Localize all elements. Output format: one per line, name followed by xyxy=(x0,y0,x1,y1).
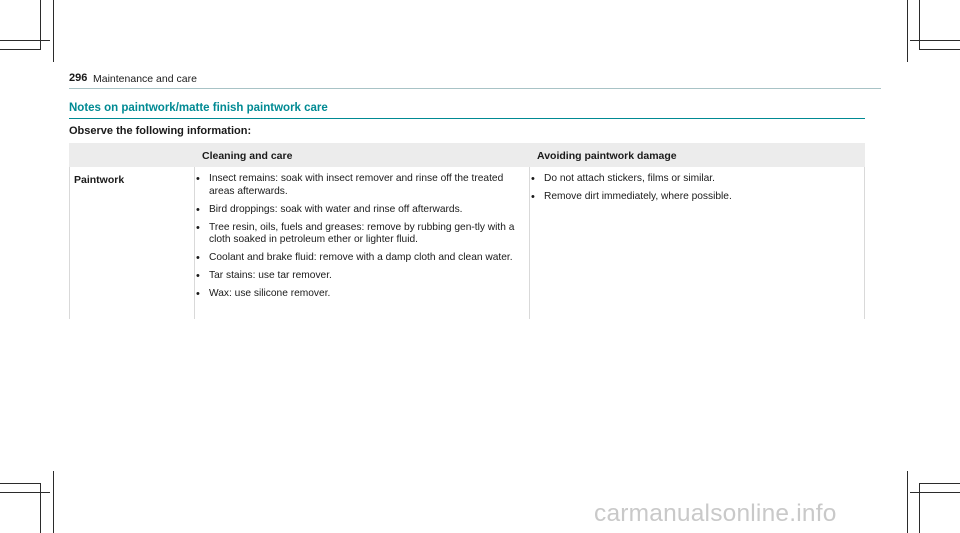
list-item: • Coolant and brake fluid: remove with a damp cloth and clean water. xyxy=(194,252,529,265)
avoid-damage-list xyxy=(529,173,859,209)
column-divider xyxy=(864,167,865,319)
title-divider xyxy=(69,118,865,119)
crop-mark xyxy=(907,471,908,533)
section-name: Maintenance and care xyxy=(93,73,197,85)
crop-mark xyxy=(53,0,54,62)
page-number: 296 xyxy=(69,72,88,84)
crop-mark xyxy=(910,40,960,41)
crop-mark xyxy=(919,49,960,50)
watermark: carmanualsonline.info xyxy=(594,500,837,527)
crop-mark xyxy=(919,483,960,484)
row-label-paintwork: Paintwork xyxy=(74,174,125,186)
crop-mark xyxy=(907,0,908,62)
list-item: • Bird droppings: soak with water and rinse off afterwards. xyxy=(194,204,529,217)
crop-mark xyxy=(0,49,40,50)
crop-mark xyxy=(53,471,54,533)
column-divider xyxy=(69,167,70,319)
crop-mark xyxy=(40,0,41,50)
crop-mark xyxy=(0,483,40,484)
list-item: • Do not attach stickers, films or similar. xyxy=(529,173,859,186)
column-header-cleaning: Cleaning and care xyxy=(202,150,293,162)
list-item: • Insect remains: soak with insect remover and rinse off the treated areas afterwards. xyxy=(194,173,529,198)
column-header-avoiding: Avoiding paintwork damage xyxy=(537,150,677,162)
list-item: • Wax: use silicone remover. xyxy=(194,288,529,301)
care-table xyxy=(69,143,865,319)
crop-mark xyxy=(0,492,50,493)
crop-mark xyxy=(919,483,920,533)
header-divider xyxy=(69,88,881,89)
list-item: • Remove dirt immediately, where possible. xyxy=(529,191,859,204)
running-header xyxy=(69,71,881,89)
crop-mark xyxy=(910,492,960,493)
section-title: Notes on paintwork/matte finish paintwork care xyxy=(69,102,328,114)
crop-mark xyxy=(40,483,41,533)
table-header xyxy=(69,143,865,167)
list-item: • Tree resin, oils, fuels and greases: remove by rubbing gen-tly with a cloth soaked in petroleum ether or lighter fluid. xyxy=(194,222,529,247)
intro-text: Observe the following information: xyxy=(69,125,252,137)
cleaning-list xyxy=(194,173,529,306)
list-item: • Tar stains: use tar remover. xyxy=(194,270,529,283)
crop-mark xyxy=(919,0,920,50)
crop-mark xyxy=(0,40,50,41)
